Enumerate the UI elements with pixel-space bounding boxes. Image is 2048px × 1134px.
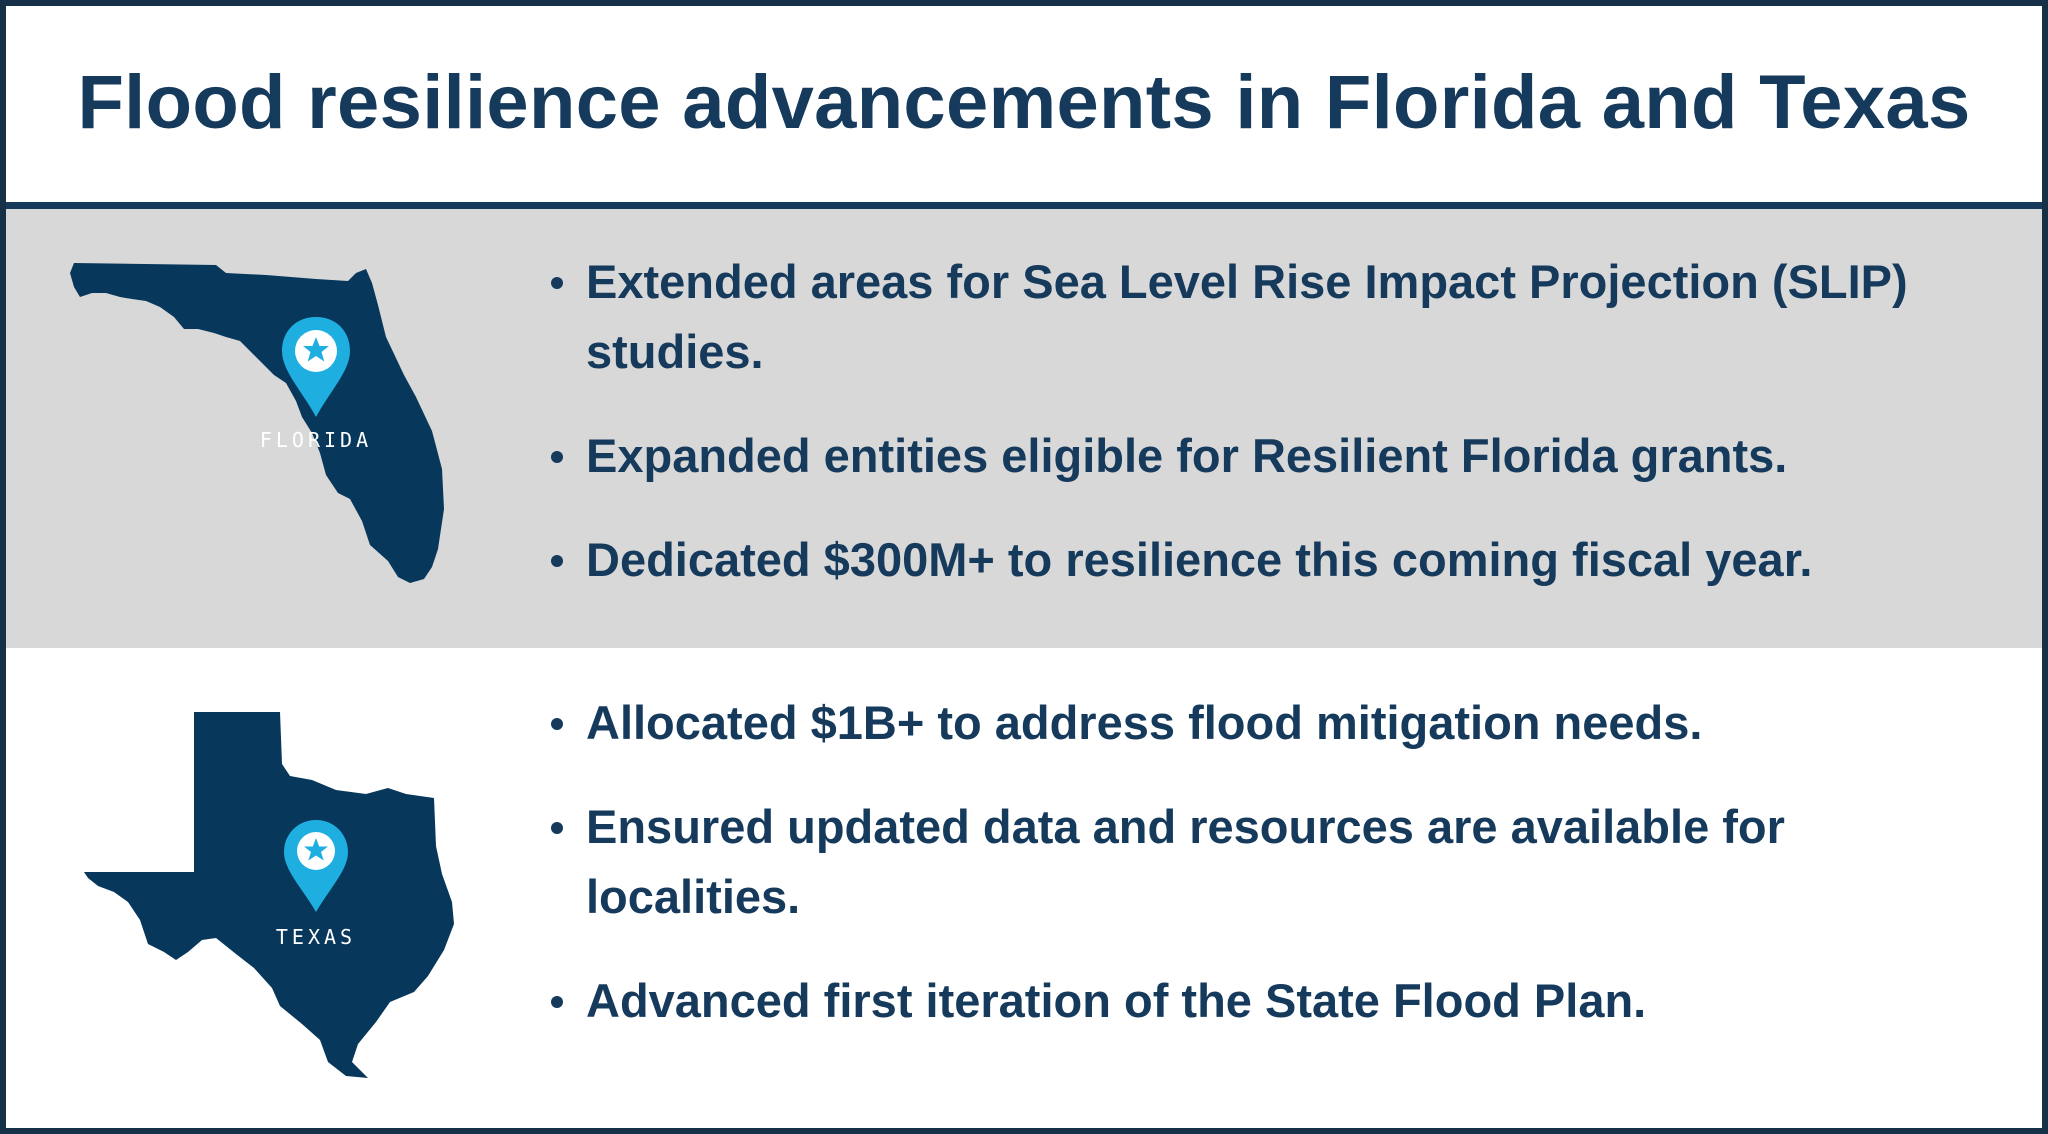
texas-section (6, 648, 2042, 1134)
list-item: Extended areas for Sea Level Rise Impact Projection (SLIP) studies. (546, 247, 2036, 387)
list-item: Ensured updated data and resources are available for localities. (546, 792, 1846, 932)
list-item: Allocated $1B+ to address flood mitigation needs. (546, 688, 1846, 758)
header-divider (6, 202, 2042, 209)
page-title: Flood resilience advancements in Florida and Texas (77, 59, 1971, 145)
florida-section (6, 209, 2042, 648)
florida-map-icon (66, 257, 496, 597)
list-item: Dedicated $300M+ to resilience this coming fiscal year. (546, 525, 2036, 595)
texas-bullet-list (546, 688, 1846, 1070)
list-item: Advanced first iteration of the State Flood Plan. (546, 966, 1846, 1036)
texas-map-label: TEXAS (275, 925, 357, 949)
header (6, 6, 2042, 202)
florida-map-label: FLORIDA (259, 428, 373, 452)
texas-map-icon (76, 706, 496, 1086)
list-item: Expanded entities eligible for Resilient Florida grants. (546, 421, 2036, 491)
florida-bullet-list (546, 247, 2036, 629)
